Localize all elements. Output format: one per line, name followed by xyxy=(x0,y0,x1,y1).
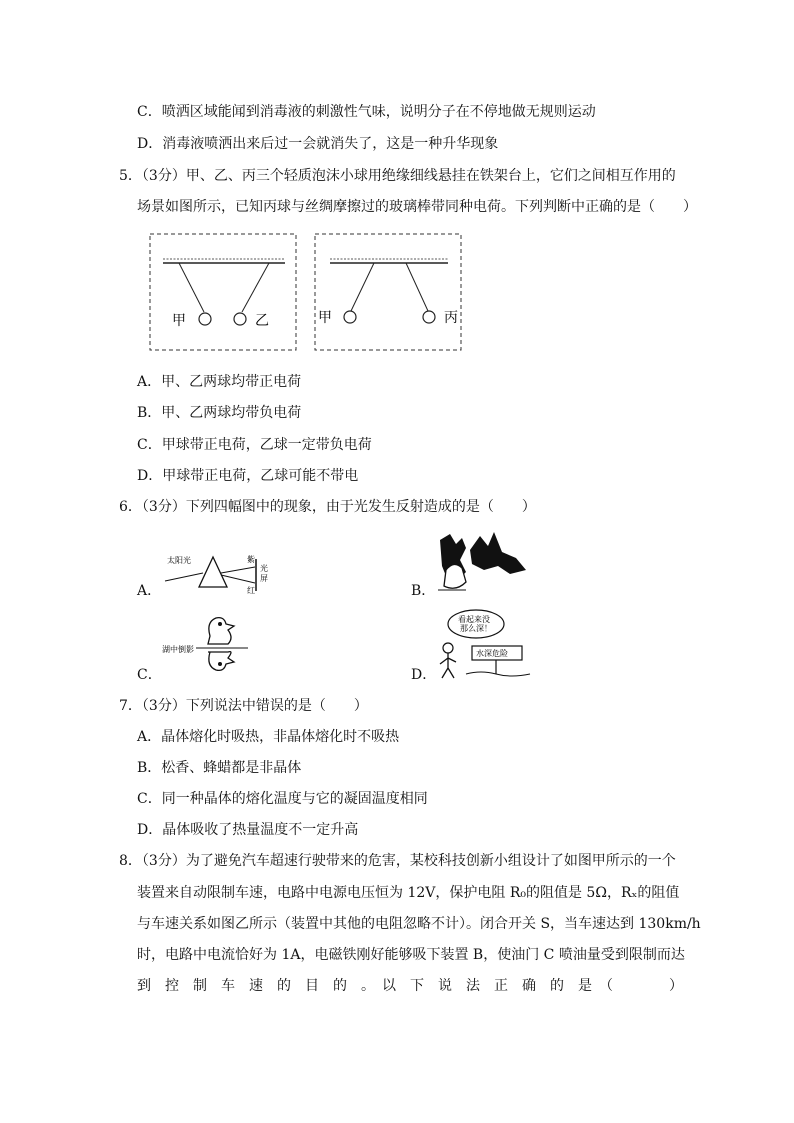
svg-text:那么深！: 那么深！ xyxy=(460,624,492,633)
prism xyxy=(199,557,227,587)
q6-figure-a-prism-dispersion xyxy=(163,551,273,596)
q8-stem-line1: 8．（3分）为了避免汽车超速行驶带来的危害，某校科技创新小组设计了如图甲所示的一个 xyxy=(119,853,676,869)
q8-stem-line4: 时，电路中电流恰好为 1A，电磁铁刚好能够吸下装置 B，使油门 C 喷油量受到限制而达 xyxy=(137,947,685,963)
q6-figure-c-lake-reflection xyxy=(160,608,250,680)
q7-option-d: D．晶体吸收了热量温度不一定升高 xyxy=(137,822,359,838)
q5-stem-line1: 5．（3分）甲、乙、丙三个轻质泡沫小球用绝缘细线悬挂在铁架台上，它们之间相互作用的 xyxy=(119,168,676,184)
q5-option-a: A．甲、乙两球均带正电荷 xyxy=(137,374,302,390)
q5-option-c: C．甲球带正电荷，乙球一定带负电荷 xyxy=(137,437,372,453)
ball-bing xyxy=(423,311,435,323)
q6-label-c: C． xyxy=(137,667,162,683)
q7-option-b: B．松香、蜂蜡都是非晶体 xyxy=(137,760,302,776)
sun-label: 太阳光 xyxy=(167,556,191,565)
q5-option-d: D．甲球带正电荷，乙球可能不带电 xyxy=(137,468,359,484)
svg-text:紫: 紫 xyxy=(247,555,255,564)
svg-text:屏: 屏 xyxy=(260,574,268,583)
q6-label-a: A． xyxy=(137,583,162,599)
label-jia: 甲 xyxy=(172,313,186,329)
q7-stem: 7．（3分）下列说法中错误的是（ ） xyxy=(119,698,368,714)
q6-label-b: B． xyxy=(411,583,436,599)
svg-text:水深危险: 水深危险 xyxy=(476,649,508,658)
q6-stem: 6．（3分）下列四幅图中的现象，由于光发生反射造成的是（ ） xyxy=(119,499,536,515)
q4-option-d: D．消毒液喷洒出来后过一会就消失了，这是一种升华现象 xyxy=(137,136,499,152)
support-bar xyxy=(330,259,448,263)
svg-text:红: 红 xyxy=(247,586,255,595)
q5-figure-1 xyxy=(149,233,299,353)
svg-text:光: 光 xyxy=(260,564,268,573)
q6-label-d: D． xyxy=(411,667,437,683)
q5-option-b: B．甲、乙两球均带负电荷 xyxy=(137,405,302,421)
ball-yi xyxy=(234,313,246,325)
q6-figure-b-hand-shadow xyxy=(436,530,528,596)
ball-jia xyxy=(199,313,211,325)
support-bar xyxy=(163,259,285,263)
q8-stem-line2: 装置来自动限制车速，电路中电源电压恒为 12V，保护电阻 R₀的阻值是 5Ω，Rₓ的阻值 xyxy=(137,885,680,901)
q6-figure-d-pool-depth xyxy=(436,608,536,680)
q4-option-c: C．喷洒区域能闻到消毒液的刺激性气味，说明分子在不停地做无规则运动 xyxy=(137,104,596,120)
q5-figure-2 xyxy=(314,233,464,353)
label-jia: 甲 xyxy=(318,310,332,326)
q7-option-a: A．晶体熔化时吸热，非晶体熔化时不吸热 xyxy=(137,729,400,745)
svg-text:看起来没: 看起来没 xyxy=(458,615,490,624)
q8-stem-line3: 与车速关系如图乙所示（装置中其他的电阻忽略不计）。闭合开关 S，当车速达到 130km/h xyxy=(137,916,701,932)
q7-option-c: C．同一种晶体的熔化温度与它的凝固温度相同 xyxy=(137,791,428,807)
q8-stem-line5: 到 控 制 车 速 的 目 的 。 以 下 说 法 正 确 的 是 （ ） xyxy=(137,978,683,994)
label-bing: 丙 xyxy=(444,310,458,326)
ball-jia xyxy=(344,311,356,323)
label-yi: 乙 xyxy=(255,313,269,329)
q5-stem-line2: 场景如图所示，已知丙球与丝绸摩擦过的玻璃棒带同种电荷。下列判断中正确的是（ ） xyxy=(137,199,697,215)
svg-text:湖中倒影: 湖中倒影 xyxy=(162,645,194,654)
